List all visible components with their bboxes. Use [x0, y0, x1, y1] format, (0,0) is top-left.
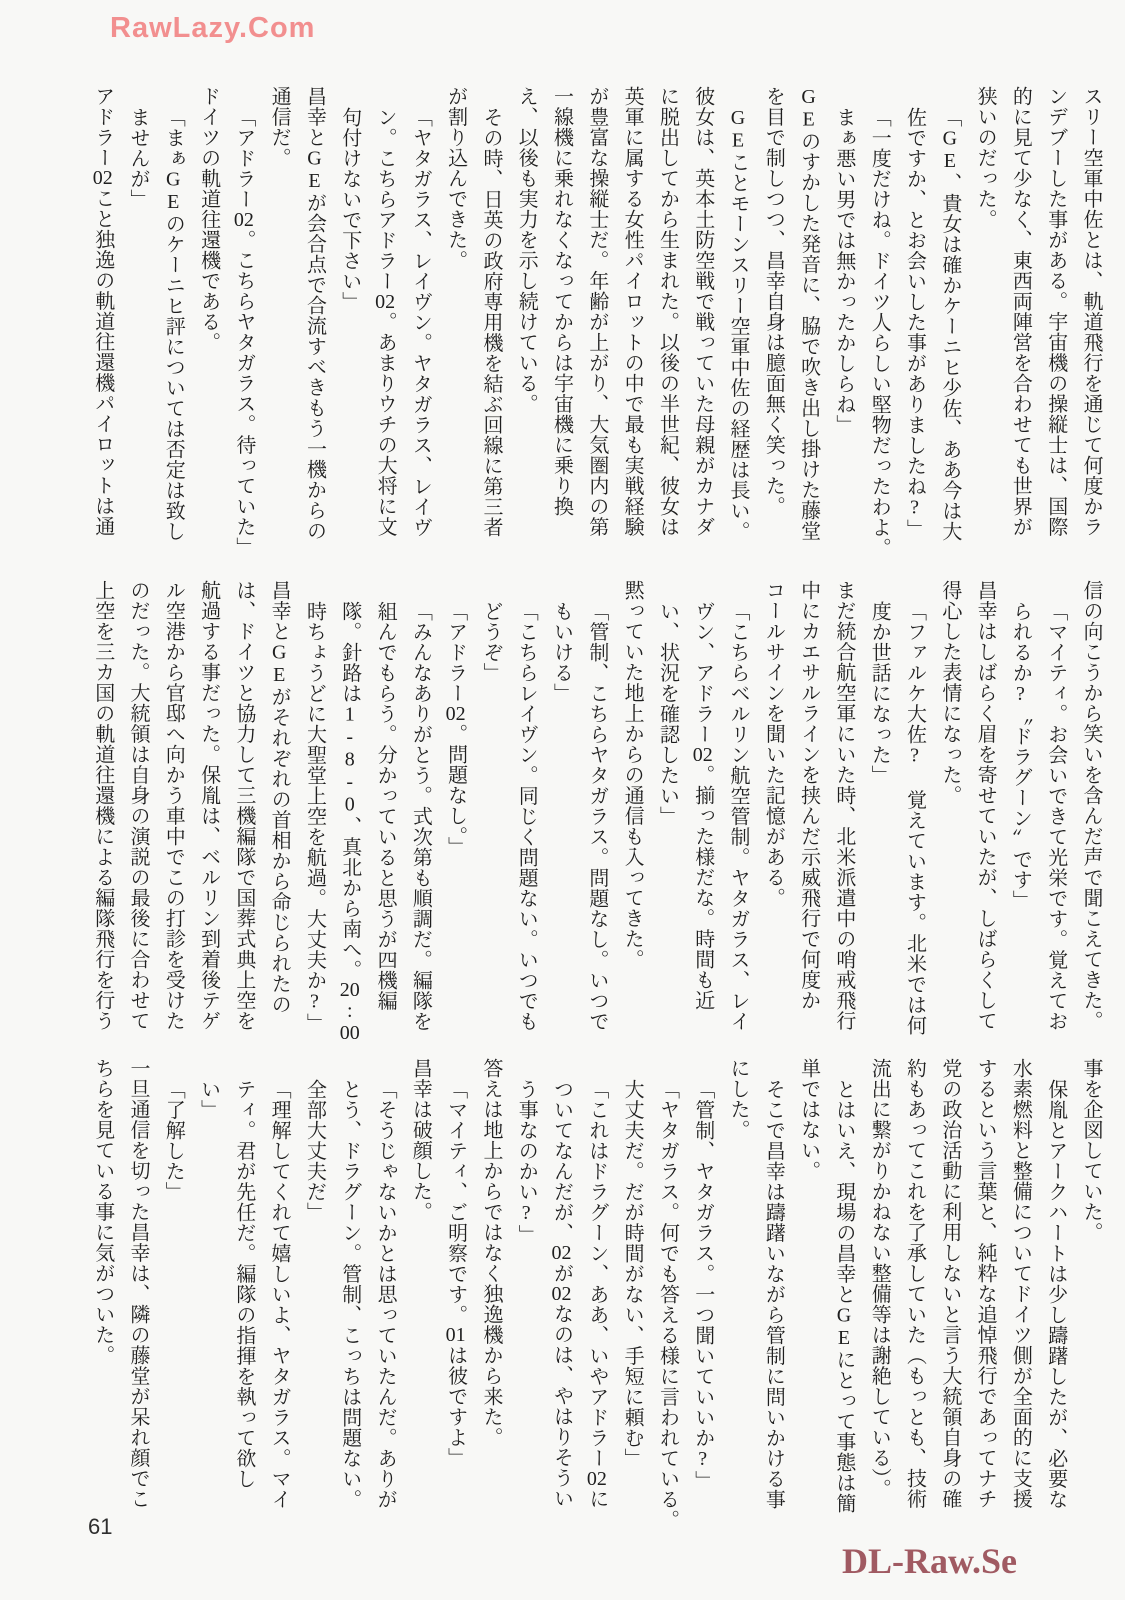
- watermark-dlraw: DL-Raw.Se: [841, 1541, 1017, 1581]
- text-column: ティ。君が先任だ。編隊の指揮を執って欲し: [232, 1079, 255, 1489]
- text-column: 「理解してくれて嬉しいよ、ヤタガラス。マイ: [268, 1079, 291, 1510]
- text-column: 単ではない。: [797, 1058, 820, 1181]
- text-column: とはいえ、現場の昌幸とGEにとって事態は簡: [832, 1079, 855, 1514]
- text-column: 「GE、貴女は確かケーニヒ少佐、ああ今は大: [938, 107, 961, 542]
- text-column: 「マイティ。お会いできて光栄です。覚えてお: [1044, 601, 1067, 1032]
- text-column: ませんが」: [126, 107, 149, 210]
- text-column: 「マイティ、ご明察です。01は彼ですよ」: [444, 1079, 467, 1468]
- text-column: ついてなんだが、02が02なのは、やはりそうい: [550, 1079, 573, 1509]
- text-column: 通信だ。: [268, 86, 291, 168]
- text-column: 「こちらレイヴン。同じく問題ない。いつでも: [515, 601, 538, 1032]
- text-column: 「管制、こちらヤタガラス。問題なし。いつで: [585, 601, 608, 1032]
- text-column: 約もあってこれを了承していた（もっとも、技術: [903, 1058, 926, 1509]
- text-column: 「ヤタガラス、レイヴン。ヤタガラス、レイヴ: [409, 107, 432, 538]
- text-column: 「みんなありがとう。式次第も順調だ。編隊を: [409, 601, 432, 1032]
- text-column: 「そうじゃないかとは思っていたんだ。ありが: [374, 1079, 397, 1510]
- text-column: 佐ですか、とお会いした事がありましたね?」: [903, 107, 926, 540]
- watermark-rawlazy: RawLazy.Com: [110, 12, 316, 44]
- text-column: ンデブーした事がある。宇宙機の操縦士は、国際: [1044, 86, 1067, 537]
- text-column: ン。こちらアドラー02。あまりウチの大将に文: [374, 107, 397, 537]
- text-column: 句付けないで下さい」: [338, 107, 361, 312]
- text-column: 昌幸とGEがそれぞれの首相から命じられたの: [268, 580, 291, 1015]
- text-column: ヴン、アドラー02。揃った様だな。時間も近: [691, 601, 714, 1011]
- text-column: 昌幸は破顔した。: [409, 1058, 432, 1222]
- text-column: 中にカエサルラインを挟んだ示威飛行で何度か: [797, 580, 820, 1011]
- text-column: 一旦通信を切った昌幸は、隣の藤堂が呆れ顔でこ: [126, 1058, 149, 1509]
- text-column: 度か世話になった」: [868, 601, 891, 786]
- text-column: とう、ドラグーン。管制、こっちは問題ない。: [338, 1079, 361, 1510]
- text-column: 上空を三カ国の軌道往還機による編隊飛行を行う: [91, 580, 114, 1031]
- text-column: 一線機に乗れなくなってからは宇宙機に乗り換: [550, 86, 573, 517]
- text-column: 「これはドラグーン、ああ、いやアドラー02に: [585, 1079, 608, 1509]
- text-column: そこで昌幸は躊躇いながら管制に問いかける事: [762, 1079, 785, 1510]
- text-column: 保胤とアークハートは少し躊躇したが、必要な: [1044, 1079, 1067, 1510]
- text-column: ドイツの軌道往還機である。: [197, 86, 220, 353]
- text-column: え、以後も実力を示し続けている。: [515, 86, 538, 414]
- page-number: 61: [88, 1514, 113, 1539]
- text-column: にした。: [727, 1058, 750, 1140]
- text-column: られるか?〝ドラグーン〟です」: [1009, 601, 1032, 911]
- text-column: 「アドラー02。こちらヤタガラス。待っていた」: [232, 107, 255, 558]
- text-column: ル空港から官邸へ向かう車中でこの打診を受けた: [162, 580, 185, 1031]
- text-column: するという言葉と、純粋な追悼飛行であってナチ: [974, 1058, 997, 1509]
- text-column: もいける」: [550, 601, 573, 704]
- text-column: のだった。大統領は自身の演説の最後に合わせて: [126, 580, 149, 1031]
- text-column: 水素燃料と整備についてドイツ側が全面的に支援: [1009, 1058, 1032, 1509]
- text-column: 英軍に属する女性パイロットの中で最も実戦経験: [621, 86, 644, 537]
- text-column: 「ヤタガラス。何でも答える様に言われている。: [656, 1079, 679, 1530]
- text-column: その時、日英の政府専用機を結ぶ回線に第三者: [479, 107, 502, 538]
- text-column: まだ統合航空軍にいた時、北米派遣中の哨戒飛行: [832, 580, 855, 1031]
- text-column: ちらを見ている事に気がついた。: [91, 1058, 114, 1366]
- text-column: い」: [197, 1079, 220, 1120]
- text-column: スリー空軍中佐とは、軌道飛行を通じて何度かラ: [1080, 86, 1102, 537]
- text-column: 「一度だけね。ドイツ人らしい堅物だったわよ。: [868, 107, 891, 558]
- text-column: アドラー02こと独逸の軌道往還機パイロットは通: [91, 86, 114, 537]
- text-column: が割り込んできた。: [444, 86, 467, 271]
- text-column: GEことモーンスリー空軍中佐の経歴は長い。: [727, 107, 750, 542]
- text-column: う事なのかい?」: [515, 1079, 538, 1245]
- text-column: 「管制、ヤタガラス。一つ聞いていいか?」: [691, 1079, 714, 1491]
- text-column: 昌幸とGEが会合点で合流すべきもう一機からの: [303, 86, 326, 541]
- text-column: 「アドラー02。問題なし。」: [444, 601, 467, 857]
- text-column: に脱出してから生まれた。以後の半世紀、彼女は: [656, 86, 679, 537]
- text-column: どうぞ」: [479, 601, 502, 683]
- text-column: 全部大丈夫だ」: [303, 1079, 326, 1223]
- text-column: 党の政治活動に利用しないと言う大統領自身の確: [938, 1058, 961, 1509]
- text-column: が豊富な操縦士だ。年齢が上がり、大気圏内の第: [585, 86, 608, 537]
- text-column: 彼女は、英本土防空戦で戦っていた母親がカナダ: [691, 86, 714, 537]
- text-column: まぁ悪い男では無かったかしらね」: [832, 107, 855, 435]
- text-column: 組んでもらう。分かっていると思うが四機編: [374, 601, 397, 1011]
- text-column: 隊。針路は1-8-0、真北から南へ。20:00: [338, 601, 361, 1043]
- text-column: 航過する事だった。保胤は、ベルリン到着後テゲ: [197, 580, 220, 1031]
- text-column: 的に見て少なく、東西両陣営を合わせても世界が: [1009, 86, 1032, 537]
- text-column: 狭いのだった。: [974, 86, 997, 230]
- text-column: 事を企図していた。: [1080, 1058, 1102, 1243]
- text-column: GEのすかした発音に、脇で吹き出し掛けた藤堂: [797, 86, 820, 541]
- text-column: 時ちょうどに大聖堂上空を航過。大丈夫か?」: [303, 601, 326, 1034]
- text-column: は、ドイツと協力して三機編隊で国葬式典上空を: [232, 580, 255, 1031]
- text-column: い、状況を確認したい」: [656, 601, 679, 827]
- text-column: 大丈夫だ。だが時間がない、手短に頼む」: [621, 1079, 644, 1469]
- text-column: 「こちらベルリン航空管制。ヤタガラス、レイ: [727, 601, 750, 1032]
- text-column: 得心した表情になった。: [938, 580, 961, 806]
- text-column: 流出に繋がりかねない整備等は謝絶している）。: [868, 1058, 891, 1499]
- text-column: コールサインを聞いた記憶がある。: [762, 580, 785, 908]
- text-column: を目で制しつつ、昌幸自身は臆面無く笑った。: [762, 86, 785, 517]
- text-column: 答えは地上からではなく独逸機から来た。: [479, 1058, 502, 1448]
- text-column: 「まぁGEのケーニヒ評については否定は致し: [162, 107, 185, 542]
- text-band-middle: [84, 580, 1108, 1043]
- text-band-top: [84, 86, 1108, 558]
- text-column: 「ファルケ大佐? 覚えています。北米では何: [903, 601, 926, 1036]
- text-column: 信の向こうから笑いを含んだ声で聞こえてきた。: [1080, 580, 1102, 1031]
- text-column: 黙っていた地上からの通信も入ってきた。: [621, 580, 644, 970]
- text-column: 「了解した」: [162, 1079, 185, 1202]
- text-column: 昌幸はしばらく眉を寄せていたが、しばらくして: [974, 580, 997, 1031]
